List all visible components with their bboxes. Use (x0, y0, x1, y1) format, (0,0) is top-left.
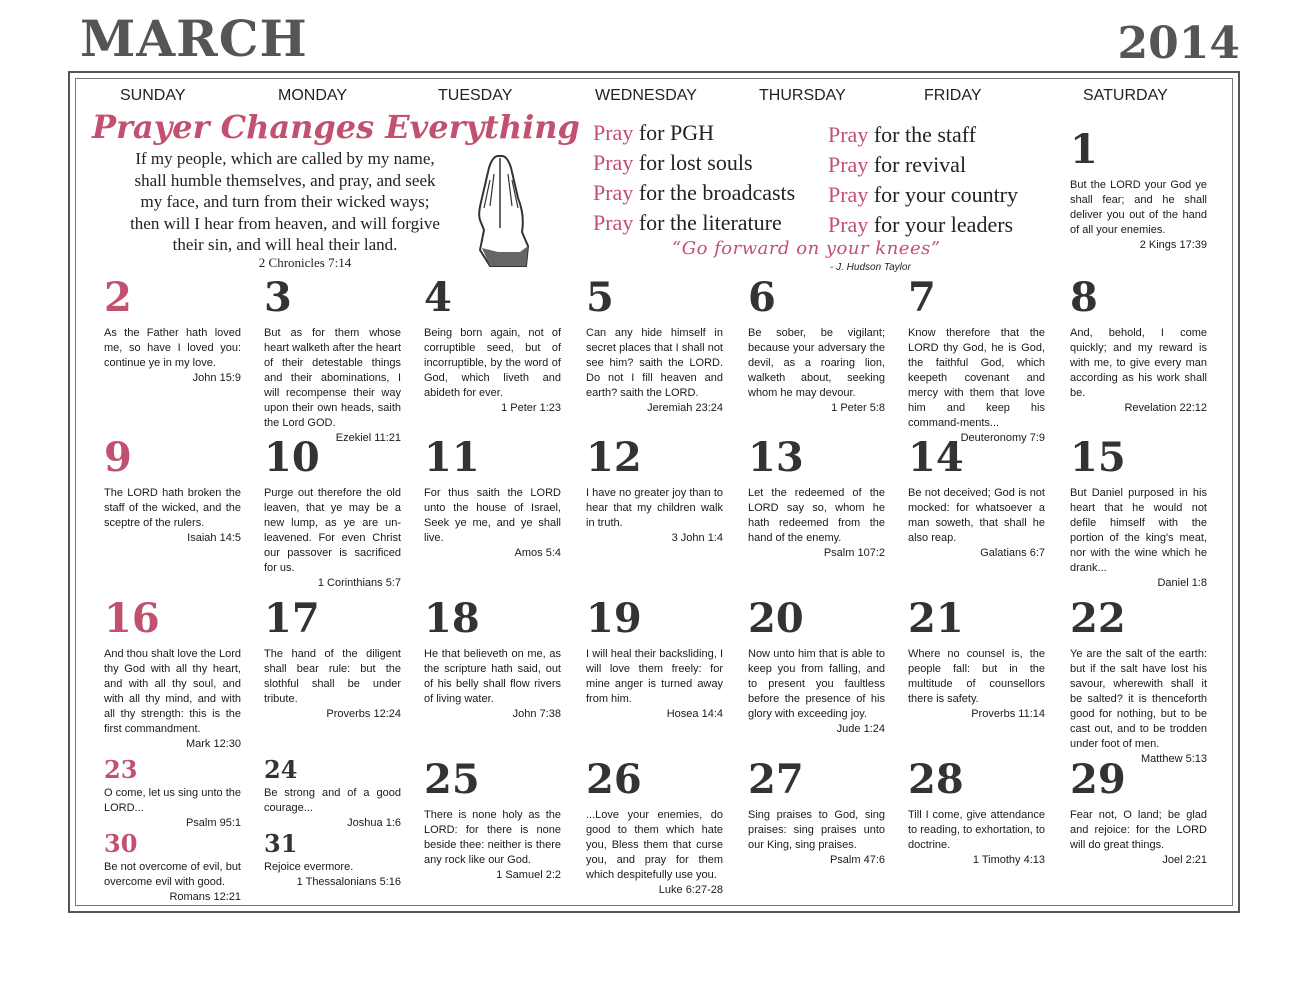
day-verse: Ye are the salt of the earth: but if the salt have lost his savour, wherewith shall it be salted? it is thenceforth good for nothing, but to be cast out, and to be trodden under foot of men. (1070, 648, 1207, 750)
month-title: MARCH (80, 9, 308, 68)
day-reference: Revelation 22:12 (1124, 402, 1207, 414)
day-number: 29 (1070, 756, 1126, 803)
day-number: 13 (748, 434, 804, 481)
day-cell-19 (586, 597, 723, 722)
pray-word: Pray (828, 212, 869, 237)
day-reference: Psalm 107:2 (823, 547, 885, 559)
pray-item (828, 180, 1018, 210)
pray-target: for the broadcasts (638, 180, 796, 205)
pray-target: for your country (873, 182, 1019, 207)
banner-reference: 2 Chronicles 7:14 (258, 255, 352, 270)
pray-target: for PGH (638, 120, 714, 145)
day-cell-25 (424, 758, 561, 883)
day-cell-23 (104, 756, 241, 831)
day-reference: 1 Peter 1:23 (501, 402, 561, 414)
day-cell-14 (908, 436, 1045, 561)
day-number: 19 (586, 595, 642, 642)
day-number: 14 (908, 434, 964, 481)
day-cell-11 (424, 436, 561, 561)
day-number: 11 (424, 434, 480, 481)
banner-verse-line: then will I hear from heaven, and will forgive (130, 213, 440, 233)
day-number: 5 (586, 274, 614, 321)
day-reference: Galatians 6:7 (980, 547, 1045, 559)
day-number: 8 (1070, 274, 1098, 321)
day-number: 10 (264, 434, 320, 481)
day-number: 22 (1070, 595, 1126, 642)
day-verse: He that believeth on me, as the scripture hath said, out of his belly shall flow rivers of living water. (424, 648, 561, 705)
day-verse: But the LORD your God ye shall fear; and he shall deliver you out of the hand of all your enemies. (1070, 179, 1207, 236)
day-verse: The hand of the diligent shall bear rule: but the slothful shall be under tribute. (264, 648, 401, 705)
day-number: 6 (748, 274, 776, 321)
day-reference: Proverbs 12:24 (326, 708, 401, 720)
day-reference: Luke 6:27-28 (658, 884, 723, 896)
pray-target: for revival (873, 152, 967, 177)
day-number: 9 (104, 434, 132, 481)
day-cell-17 (264, 597, 401, 722)
day-number: 31 (264, 829, 298, 858)
day-cell-27 (748, 758, 885, 868)
weekday-monday: MONDAY (278, 87, 348, 104)
pray-word: Pray (593, 150, 634, 175)
day-verse: Fear not, O land; be glad and rejoice: for the LORD will do great things. (1070, 809, 1207, 851)
pray-target: for your leaders (873, 212, 1014, 237)
pray-item (593, 208, 795, 238)
day-reference: Psalm 95:1 (185, 817, 241, 829)
day-reference: 1 Corinthians 5:7 (317, 577, 401, 589)
day-cell-22 (1070, 597, 1207, 767)
pray-word: Pray (593, 210, 634, 235)
day-reference: 2 Kings 17:39 (1139, 239, 1207, 251)
pray-item (828, 210, 1018, 240)
day-verse: ...Love your enemies, do good to them which hate you, Bless them that curse you, and pray for them which despitefully use you. (586, 809, 723, 881)
day-reference: Jeremiah 23:24 (647, 402, 723, 414)
weekday-tuesday: TUESDAY (438, 87, 513, 104)
day-reference: Jude 1:24 (836, 723, 885, 735)
day-verse: Be strong and of a good courage... (264, 787, 401, 814)
day-verse: Be sober, be vigilant; because your adversary the devil, as a roaring lion, walketh about, seeking whom he may devour. (748, 327, 885, 399)
day-cell-20 (748, 597, 885, 737)
day-cell-2 (104, 276, 241, 386)
day-verse: Be not overcome of evil, but overcome evil with good. (104, 861, 241, 888)
day-cell-13 (748, 436, 885, 561)
day-number: 3 (264, 274, 292, 321)
pray-word: Pray (828, 122, 869, 147)
day-number: 1 (1070, 126, 1098, 173)
pray-list-right (828, 120, 1018, 240)
day-verse: Let the redeemed of the LORD say so, whom he hath redeemed from the hand of the enemy. (748, 487, 885, 544)
day-reference: Matthew 5:13 (1140, 753, 1207, 765)
day-cell-18 (424, 597, 561, 722)
day-number: 24 (264, 755, 298, 784)
weekday-friday: FRIDAY (924, 87, 982, 104)
day-reference: Ezekiel 11:21 (335, 432, 401, 444)
pray-list-left (593, 118, 795, 238)
quote-author: - J. Hudson Taylor (830, 262, 911, 273)
year-title: 2014 (1117, 18, 1240, 69)
day-verse: Rejoice evermore. (264, 861, 354, 873)
day-verse: But Daniel purposed in his heart that he would not defile himself with the portion of the king's meat, nor with the wine which he drank... (1070, 487, 1207, 574)
banner-verse (100, 148, 470, 256)
praying-hands-icon (468, 150, 538, 270)
day-cell-31 (264, 830, 401, 890)
day-cell-16 (104, 597, 241, 752)
day-cell-8 (1070, 276, 1207, 416)
day-number: 16 (104, 595, 160, 642)
day-cell-9 (104, 436, 241, 546)
day-verse: Being born again, not of corruptible seed, but of incorruptible, by the word of God, which liveth and abideth for ever. (424, 327, 561, 399)
pray-word: Pray (828, 182, 869, 207)
day-number: 4 (424, 274, 452, 321)
day-cell-28 (908, 758, 1045, 868)
weekday-sunday: SUNDAY (120, 87, 186, 104)
day-verse: Now unto him that is able to keep you from falling, and to present you faultless before the presence of his glory with exceeding joy. (748, 648, 885, 720)
day-number: 30 (104, 829, 138, 858)
day-number: 20 (748, 595, 804, 642)
day-reference: Amos 5:4 (514, 547, 561, 559)
day-cell-1 (1070, 128, 1207, 253)
day-number: 17 (264, 595, 320, 642)
day-cell-15 (1070, 436, 1207, 591)
day-cell-21 (908, 597, 1045, 722)
day-verse: But as for them whose heart walketh after the heart of their detestable things and their abominations, I will recompense their way upon their own heads, saith the Lord GOD. (264, 327, 401, 429)
day-cell-7 (908, 276, 1045, 446)
day-verse: For thus saith the LORD unto the house of Israel, Seek ye me, and ye shall live. (424, 487, 561, 544)
day-reference: Isaiah 14:5 (187, 532, 241, 544)
day-verse: Be not deceived; God is not mocked: for whatsoever a man soweth, that shall he also reap. (908, 487, 1045, 544)
day-verse: I have no greater joy than to hear that my children walk in truth. (586, 487, 723, 529)
day-reference: John 15:9 (192, 372, 241, 384)
day-reference: Hosea 14:4 (666, 708, 723, 720)
day-reference: John 7:38 (512, 708, 561, 720)
day-cell-26 (586, 758, 723, 898)
pray-target: for the staff (873, 122, 977, 147)
pray-item (593, 178, 795, 208)
pray-word: Pray (828, 152, 869, 177)
day-number: 12 (586, 434, 642, 481)
day-number: 26 (586, 756, 642, 803)
pray-item (593, 148, 795, 178)
day-number: 21 (908, 595, 964, 642)
banner-title: Prayer Changes Everything (92, 108, 580, 146)
day-reference: Daniel 1:8 (1157, 577, 1207, 589)
day-cell-5 (586, 276, 723, 416)
day-reference: Joel 2:21 (1162, 854, 1207, 866)
day-verse: And, behold, I come quickly; and my reward is with me, to give every man according as his work shall be. (1070, 327, 1207, 399)
pray-target: for lost souls (638, 150, 753, 175)
day-cell-6 (748, 276, 885, 416)
day-reference: Proverbs 11:14 (971, 708, 1045, 720)
day-number: 28 (908, 756, 964, 803)
day-verse: Sing praises to God, sing praises: sing praises unto our King, sing praises. (748, 809, 885, 851)
day-verse: The LORD hath broken the staff of the wicked, and the sceptre of the rulers. (104, 487, 241, 529)
day-reference: 1 Timothy 4:13 (972, 854, 1045, 866)
day-reference: Deuteronomy 7:9 (960, 432, 1045, 444)
day-cell-30 (104, 830, 241, 905)
day-verse: As the Father hath loved me, so have I loved you: continue ye in my love. (104, 327, 241, 369)
banner-verse-line: shall humble themselves, and pray, and seek (134, 170, 436, 190)
day-reference: 1 Thessalonians 5:16 (296, 876, 401, 888)
day-reference: 1 Peter 5:8 (831, 402, 885, 414)
day-number: 2 (104, 274, 132, 321)
day-verse: I will heal their backsliding, I will love them freely: for mine anger is turned away from him. (586, 648, 723, 705)
pray-item (593, 118, 795, 148)
pray-item (828, 120, 1018, 150)
day-verse: Where no counsel is, the people fall: but in the multitude of counsellors there is safety. (908, 648, 1045, 705)
day-cell-3 (264, 276, 401, 446)
weekday-saturday: SATURDAY (1083, 87, 1168, 104)
day-reference: 1 Samuel 2:2 (496, 869, 561, 881)
day-cell-29 (1070, 758, 1207, 868)
day-cell-4 (424, 276, 561, 416)
day-reference: Psalm 47:6 (829, 854, 885, 866)
banner-verse-line: their sin, and will heal their land. (172, 235, 398, 254)
pray-word: Pray (593, 180, 634, 205)
day-cell-10 (264, 436, 401, 591)
quote-text: “Go forward on your knees” (672, 238, 941, 259)
day-number: 25 (424, 756, 480, 803)
day-reference: Romans 12:21 (169, 891, 241, 903)
day-reference: Joshua 1:6 (347, 817, 401, 829)
weekday-thursday: THURSDAY (759, 87, 846, 104)
day-verse: And thou shalt love the Lord thy God with all thy heart, and with all thy soul, and with all thy mind, and with all thy strength: this is the first commandment. (104, 648, 241, 735)
day-number: 18 (424, 595, 480, 642)
day-verse: Purge out therefore the old leaven, that ye may be a new lump, as ye are un-leavened. For even Christ our passover is sacrificed for us. (264, 487, 401, 574)
day-number: 7 (908, 274, 936, 321)
day-reference: Mark 12:30 (185, 738, 241, 750)
day-number: 15 (1070, 434, 1126, 481)
pray-item (828, 150, 1018, 180)
day-reference: 3 John 1:4 (671, 532, 723, 544)
day-verse: There is none holy as the LORD: for there is none beside thee: neither is there any rock like our God. (424, 809, 561, 866)
weekday-wednesday: WEDNESDAY (595, 87, 697, 104)
day-verse: Can any hide himself in secret places that I shall not see him? saith the LORD. Do not I fill heaven and earth? saith the LORD. (586, 327, 723, 399)
day-verse: O come, let us sing unto the LORD... (104, 787, 241, 814)
day-cell-12 (586, 436, 723, 546)
day-number: 23 (104, 755, 138, 784)
pray-target: for the literature (638, 210, 782, 235)
pray-word: Pray (593, 120, 634, 145)
banner-verse-line: my face, and turn from their wicked ways; (140, 192, 430, 211)
day-cell-24 (264, 756, 401, 831)
day-number: 27 (748, 756, 804, 803)
banner-verse-line: If my people, which are called by my name, (135, 149, 435, 168)
day-verse: Till I come, give attendance to reading, to exhortation, to doctrine. (908, 809, 1045, 851)
day-verse: Know therefore that the LORD thy God, he is God, the faithful God, which keepeth covenant and mercy with them that love him and keep his command-ments... (908, 327, 1045, 429)
